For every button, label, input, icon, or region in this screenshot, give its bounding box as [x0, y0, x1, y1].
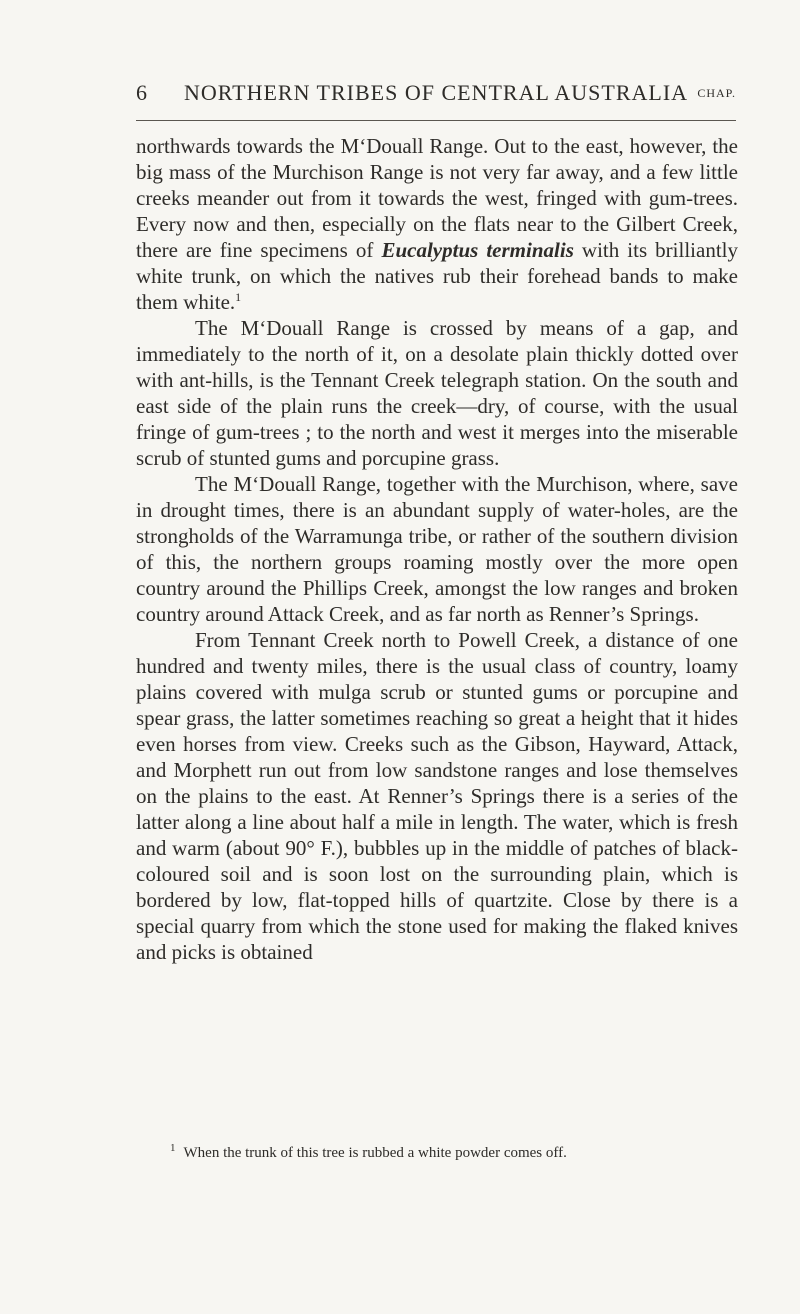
chapter-abbrev: CHAP. — [697, 86, 736, 100]
body-text — [136, 133, 738, 965]
paragraph-4: From Tennant Creek north to Powell Creek, a distance of one hundred and twenty miles, there is the usual class of country, loamy plains covered with mulga scrub or stunted gums or porcupine and spear grass, the latter sometimes reaching so great a height that it hides even horses from view. Creeks such as the Gibson, Hayward, Attack, and Morphett run out from low sandstone ranges and lose themselves on the plains to the east. At Renner’s Springs there is a series of the latter along a line about half a mile in length. The water, which is fresh and warm (about 90° F.), bubbles up in the middle of patches of black-coloured soil and is soon lost on the surrounding plain, which is bordered by low, flat-topped hills of quartzite. Close by there is a special quarry from which the stone used for making the flaked knives and picks is obtained — [136, 628, 738, 964]
paragraph-1-text-a: northwards towards the M‘Douall Range. Out to the east, however, the big mass of the Murchison Range is not very far away, and a few little creeks meander out from it towards the west, fringed with gum-trees. Every now and then, especially on the flats near to the Gilbert Creek, there are fine specimens of — [136, 134, 738, 262]
paragraph-2: The M‘Douall Range is crossed by means of a gap, and immediately to the north of it, on a desolate plain thickly dotted over with ant-hills, is the Tennant Creek telegraph station. On the south and east side of the plain runs the creek—dry, of course, with the usual fringe of gum-trees ; to the north and west it merges into the miserable scrub of stunted gums and porcupine grass. — [136, 316, 738, 470]
paragraph-1 — [136, 133, 738, 315]
footnote-marker: 1 — [170, 1142, 176, 1154]
footnote-text: When the trunk of this tree is rubbed a white powder comes off. — [183, 1145, 567, 1161]
page-header — [136, 80, 736, 108]
footnote — [170, 1139, 730, 1162]
species-name: Eucalyptus terminalis — [381, 238, 574, 262]
header-rule — [136, 120, 736, 121]
page-number: 6 — [136, 80, 148, 105]
paragraph-3: The M‘Douall Range, together with the Murchison, where, save in drought times, there is an abundant supply of water-holes, are the strongholds of the Warramunga tribe, or rather of the southern division of this, the northern groups roaming mostly over the more open country around the Phillips Creek, amongst the low ranges and broken country around Attack Creek, and as far north as Renner’s Springs. — [136, 472, 738, 626]
footnote-ref: 1 — [235, 290, 242, 304]
paragraph-1-text-b: with its brilliantly white trunk, on which the natives rub their forehead bands to make them white. — [136, 238, 739, 314]
running-title: NORTHERN TRIBES OF CENTRAL AUSTRALIA — [184, 80, 689, 105]
